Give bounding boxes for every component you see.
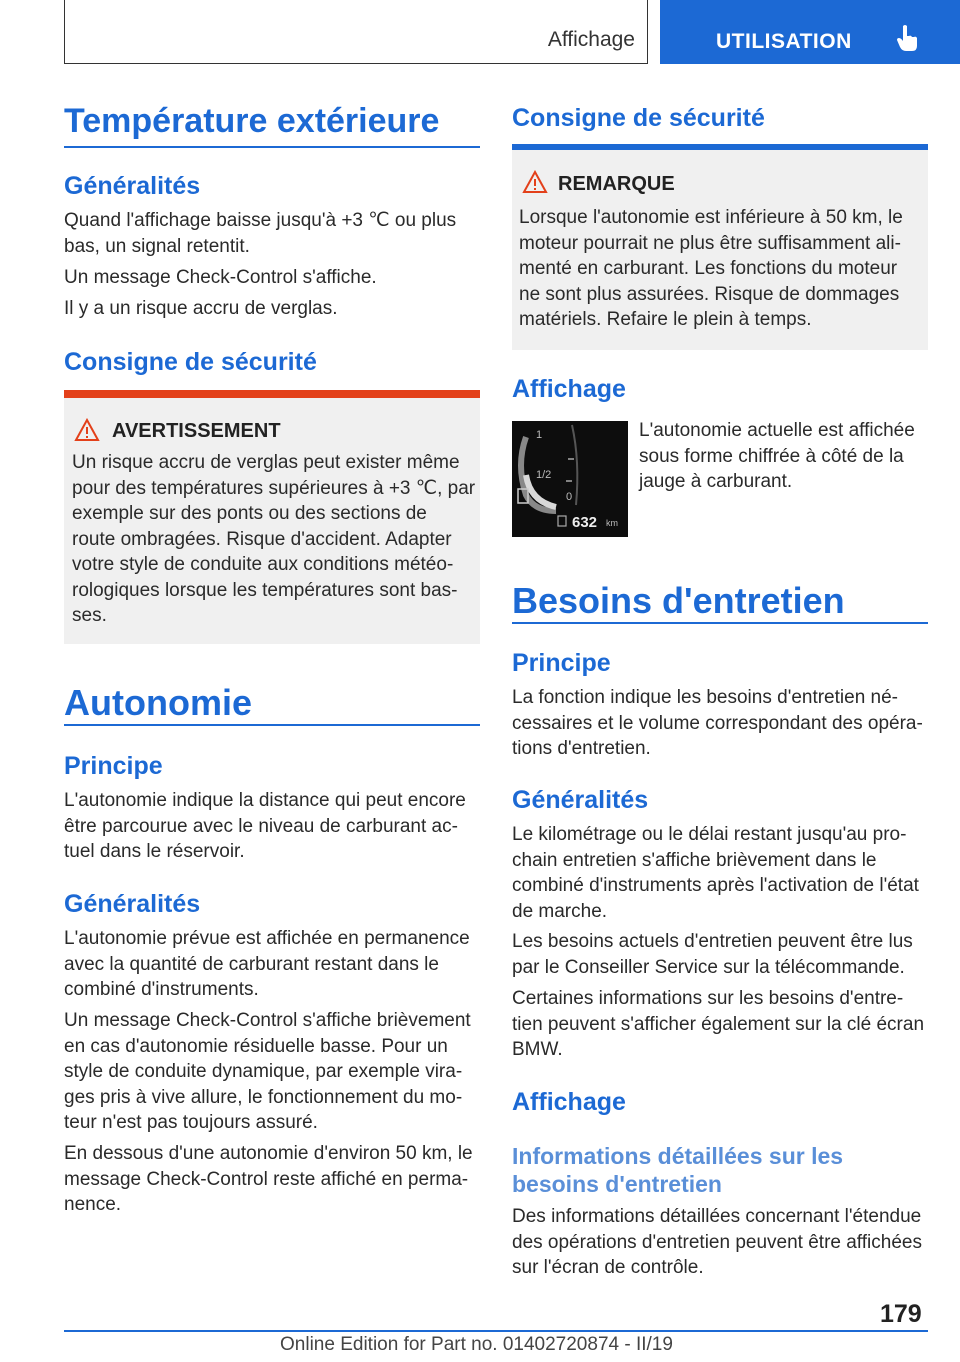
text-line: La fonction indique les besoins d'entretien né- <box>512 687 899 708</box>
text-line: combiné d'instruments. <box>64 979 259 1000</box>
heading-safety-right: Consigne de sécurité <box>512 104 765 132</box>
text-line: L'autonomie indique la distance qui peut encore <box>64 790 466 811</box>
text-line: Quand l'affichage baisse jusqu'à +3 ℃ ou plus <box>64 210 457 231</box>
paragraph-gen2-2 <box>64 1008 471 1136</box>
warning-bar <box>64 390 480 398</box>
title-besoins: Besoins d'entretien <box>512 580 845 621</box>
text-line: Lorsque l'autonomie est inférieure à 50 km, le <box>519 207 903 228</box>
text-line: en cas d'autonomie résiduelle basse. Pour un <box>64 1035 448 1057</box>
header-chapter-tab[interactable] <box>660 0 960 64</box>
text-line: tien peuvent s'afficher également sur la clé écran <box>512 1013 925 1035</box>
paragraph-principe <box>64 788 466 865</box>
text-line: L'autonomie prévue est affichée en permanence <box>64 928 470 949</box>
text-line: teur n'est pas toujours assuré. <box>64 1112 318 1133</box>
fuel-gauge-image <box>512 421 628 537</box>
note-bar <box>512 144 928 150</box>
heading-principe-right: Principe <box>512 649 611 677</box>
text-line: de marche. <box>512 900 608 922</box>
text-line: bas, un signal retentit. <box>64 235 250 257</box>
text-line: matériels. Refaire le plein à temps. <box>519 309 812 330</box>
paragraph-informations <box>512 1204 922 1281</box>
gauge-range-unit: km <box>606 518 618 528</box>
text-line: votre style de conduite aux conditions météo- <box>72 554 454 575</box>
text-line: ges pris à vive allure, le fonctionnement du mo- <box>64 1086 463 1108</box>
text-line: moteur pourrait ne plus être suffisamment ali- <box>519 232 901 254</box>
text-line: Le kilométrage ou le délai restant jusqu'au pro- <box>512 824 907 845</box>
header-section-label: Affichage <box>547 28 635 51</box>
text-line: cessaires et le volume correspondant des opéra- <box>512 712 923 734</box>
header-chapter-label: UTILISATION <box>716 30 852 53</box>
text-line: chain entretien s'affiche brièvement dans le <box>512 849 877 871</box>
text-line: exemple sur des ponts ou des sections de <box>72 503 427 524</box>
heading-generalites-2: Généralités <box>64 890 201 918</box>
paragraph-gen2-3 <box>64 1141 473 1218</box>
title-rule <box>64 724 480 726</box>
title-rule <box>64 146 480 148</box>
text-line: nence. <box>64 1194 122 1215</box>
text-line: Les besoins actuels d'entretien peuvent être lus <box>512 931 913 952</box>
text-line: Des informations détaillées concernant l'étendue <box>512 1206 922 1227</box>
text-line: ses. <box>72 605 107 626</box>
heading-principe: Principe <box>64 752 163 780</box>
text-line: style de conduite dynamique, par exemple vira- <box>64 1061 463 1082</box>
text-line: route ombragées. Risque d'accident. Adapter <box>72 528 452 550</box>
hand-pointer-icon <box>896 24 920 52</box>
note-box <box>512 144 928 350</box>
text-line: Un message Check-Control s'affiche brièvement <box>64 1010 471 1031</box>
warning-label: AVERTISSEMENT <box>112 420 281 442</box>
paragraph-gen-right-2 <box>512 929 913 980</box>
warning-triangle-icon <box>74 418 100 442</box>
paragraph-gen-right-3 <box>512 986 924 1063</box>
paragraph-generalites <box>64 208 456 259</box>
text-line: combiné d'instruments après l'activation de l'état <box>512 875 919 896</box>
paragraph-verglas: Il y a un risque accru de verglas. <box>64 298 338 319</box>
warning-box <box>64 390 480 644</box>
text-line: ne sont plus assurées. Risque de dommages <box>519 283 900 305</box>
footer-edition: Online Edition for Part no. 01402720874 - II/19 <box>280 1334 673 1355</box>
text-line: tuel dans le réservoir. <box>64 841 245 862</box>
heading-safety: Consigne de sécurité <box>64 348 317 376</box>
paragraph-affichage <box>639 418 915 495</box>
gauge-range-value: 632 <box>572 514 598 531</box>
text-line: par le Conseiller Service sur la télécommande. <box>512 956 905 978</box>
text-line: rologiques lorsque les températures sont bas- <box>72 579 458 601</box>
text-line: L'autonomie actuelle est affichée <box>639 420 915 441</box>
gauge-tick-full: 1 <box>536 429 543 441</box>
text-line: jauge à carburant. <box>639 471 793 492</box>
text-line: Certaines informations sur les besoins d'entre- <box>512 988 904 1009</box>
text-line: sous forme chiffrée à côté de la <box>639 445 904 467</box>
heading-generalites-right: Généralités <box>512 786 649 814</box>
text-line: message Check-Control reste affiché en perma- <box>64 1168 469 1190</box>
header-section-box <box>64 0 648 64</box>
title-rule <box>512 622 928 624</box>
paragraph-principe-right <box>512 685 923 762</box>
text-line: tions d'entretien. <box>512 738 651 759</box>
text-line: avec la quantité de carburant restant dans le <box>64 953 439 975</box>
paragraph-gen2-1 <box>64 926 470 1003</box>
footer-rule <box>64 1330 928 1332</box>
text-line: sur l'écran de contrôle. <box>512 1257 704 1278</box>
note-text <box>519 205 903 333</box>
title-temperature: Température extérieure <box>64 102 440 140</box>
text-line: menté en carburant. Les fonctions du moteur <box>519 258 898 279</box>
text-line: des opérations d'entretien peuvent être affichées <box>512 1231 922 1253</box>
gauge-tick-half: 1/2 <box>536 469 552 481</box>
heading-line: besoins d'entretien <box>512 1171 722 1197</box>
heading-generalites: Généralités <box>64 172 201 200</box>
heading-line: Informations détaillées sur les <box>512 1143 844 1169</box>
heading-informations <box>512 1142 843 1198</box>
page-number: 179 <box>880 1300 922 1328</box>
note-triangle-icon <box>522 170 548 194</box>
text-line: BMW. <box>512 1039 563 1060</box>
text-line: être parcourue avec le niveau de carburant ac- <box>64 815 458 837</box>
heading-affichage-2: Affichage <box>512 1088 626 1116</box>
text-line: Un risque accru de verglas peut exister même <box>72 452 460 473</box>
paragraph-gen-right-1 <box>512 822 919 924</box>
text-line: pour des températures supérieures à +3 ℃, par <box>72 477 476 499</box>
text-line: En dessous d'une autonomie d'environ 50 km, le <box>64 1143 473 1164</box>
gauge-tick-empty: 0 <box>566 491 573 503</box>
heading-affichage: Affichage <box>512 375 626 403</box>
warning-text <box>72 450 475 629</box>
note-label: REMARQUE <box>558 173 675 195</box>
paragraph-check-control: Un message Check-Control s'affiche. <box>64 267 377 288</box>
title-autonomie: Autonomie <box>64 682 252 723</box>
